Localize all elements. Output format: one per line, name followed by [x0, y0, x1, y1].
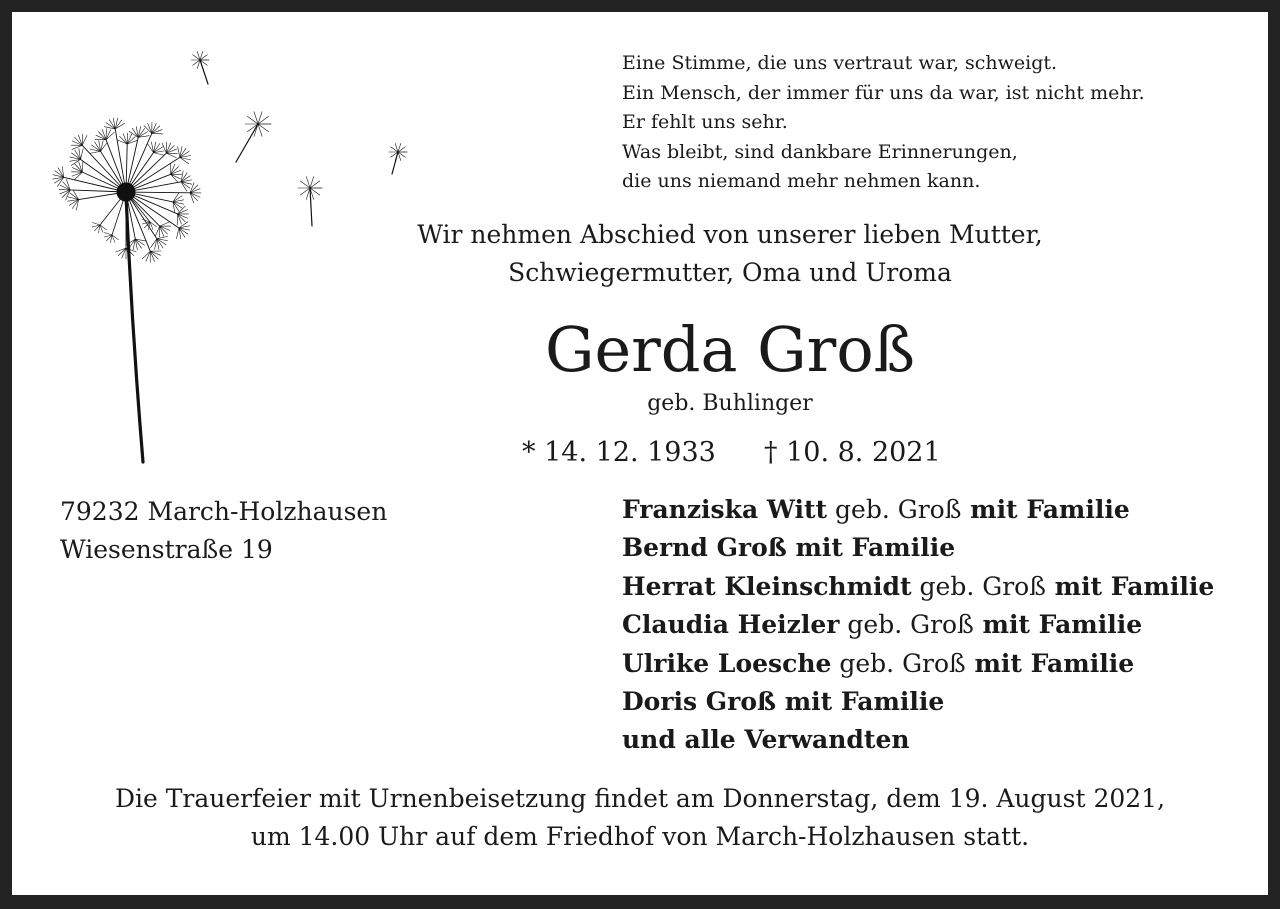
family-member-suffix: mit Familie [961, 495, 1130, 524]
family-list [622, 491, 1214, 760]
family-row [622, 683, 1214, 721]
family-row [622, 606, 1214, 644]
farewell-intro [330, 216, 1130, 292]
address-street: Wiesenstraße 19 [60, 535, 273, 564]
poem [622, 49, 1145, 197]
ceremony-line: Die Trauerfeier mit Urnenbeisetzung findet am Donnerstag, dem 19. August 2021, [114, 784, 1166, 813]
poem-line: Eine Stimme, die uns vertraut war, schweigt. [622, 52, 1058, 74]
ceremony-line: um 14.00 Uhr auf dem Friedhof von March-Holzhausen statt. [250, 822, 1030, 851]
intro-line: Schwiegermutter, Oma und Uroma [508, 258, 952, 287]
address-city: 79232 March-Holzhausen [60, 497, 388, 526]
family-member-suffix: mit Familie [1045, 571, 1215, 601]
deceased-name: Gerda Groß [544, 313, 916, 386]
family-member-suffix: mit Familie [973, 610, 1143, 640]
birth-date: * 14. 12. 1933 [522, 437, 716, 468]
family-member-name: Ulrike Loesche [622, 648, 832, 678]
family-row [622, 491, 1214, 529]
ceremony-notice [12, 780, 1268, 856]
family-member-maiden: geb. Groß [827, 495, 962, 524]
family-member-name: Doris Groß mit Familie [622, 686, 945, 716]
address [60, 493, 387, 569]
poem-line: die uns niemand mehr nehmen kann. [622, 170, 981, 192]
maiden-name: geb. Buhlinger [647, 391, 813, 416]
family-member-name: Claudia Heizler [622, 610, 840, 640]
family-member-maiden: geb. Groß [831, 648, 966, 678]
family-member-name: Bernd Groß mit Familie [622, 533, 956, 563]
poem-line: Was bleibt, sind dankbare Erinnerungen, [622, 140, 1018, 163]
family-row [622, 721, 1214, 759]
death-date: † 10. 8. 2021 [764, 437, 941, 468]
poem-line: Er fehlt uns sehr. [622, 111, 788, 133]
poem-line: Ein Mensch, der immer für uns da war, ist nicht mehr. [622, 81, 1145, 104]
family-row [622, 568, 1214, 606]
family-member-name: Franziska Witt [622, 495, 828, 524]
family-member-name: Herrat Kleinschmidt [622, 571, 912, 601]
family-member-name: und alle Verwandten [622, 725, 910, 755]
family-member-maiden: geb. Groß [911, 571, 1046, 601]
family-member-maiden: geb. Groß [839, 610, 974, 640]
family-row [622, 645, 1214, 683]
intro-line: Wir nehmen Abschied von unserer lieben Mutter, [417, 220, 1043, 249]
family-member-suffix: mit Familie [965, 648, 1135, 678]
family-row [622, 529, 1214, 567]
